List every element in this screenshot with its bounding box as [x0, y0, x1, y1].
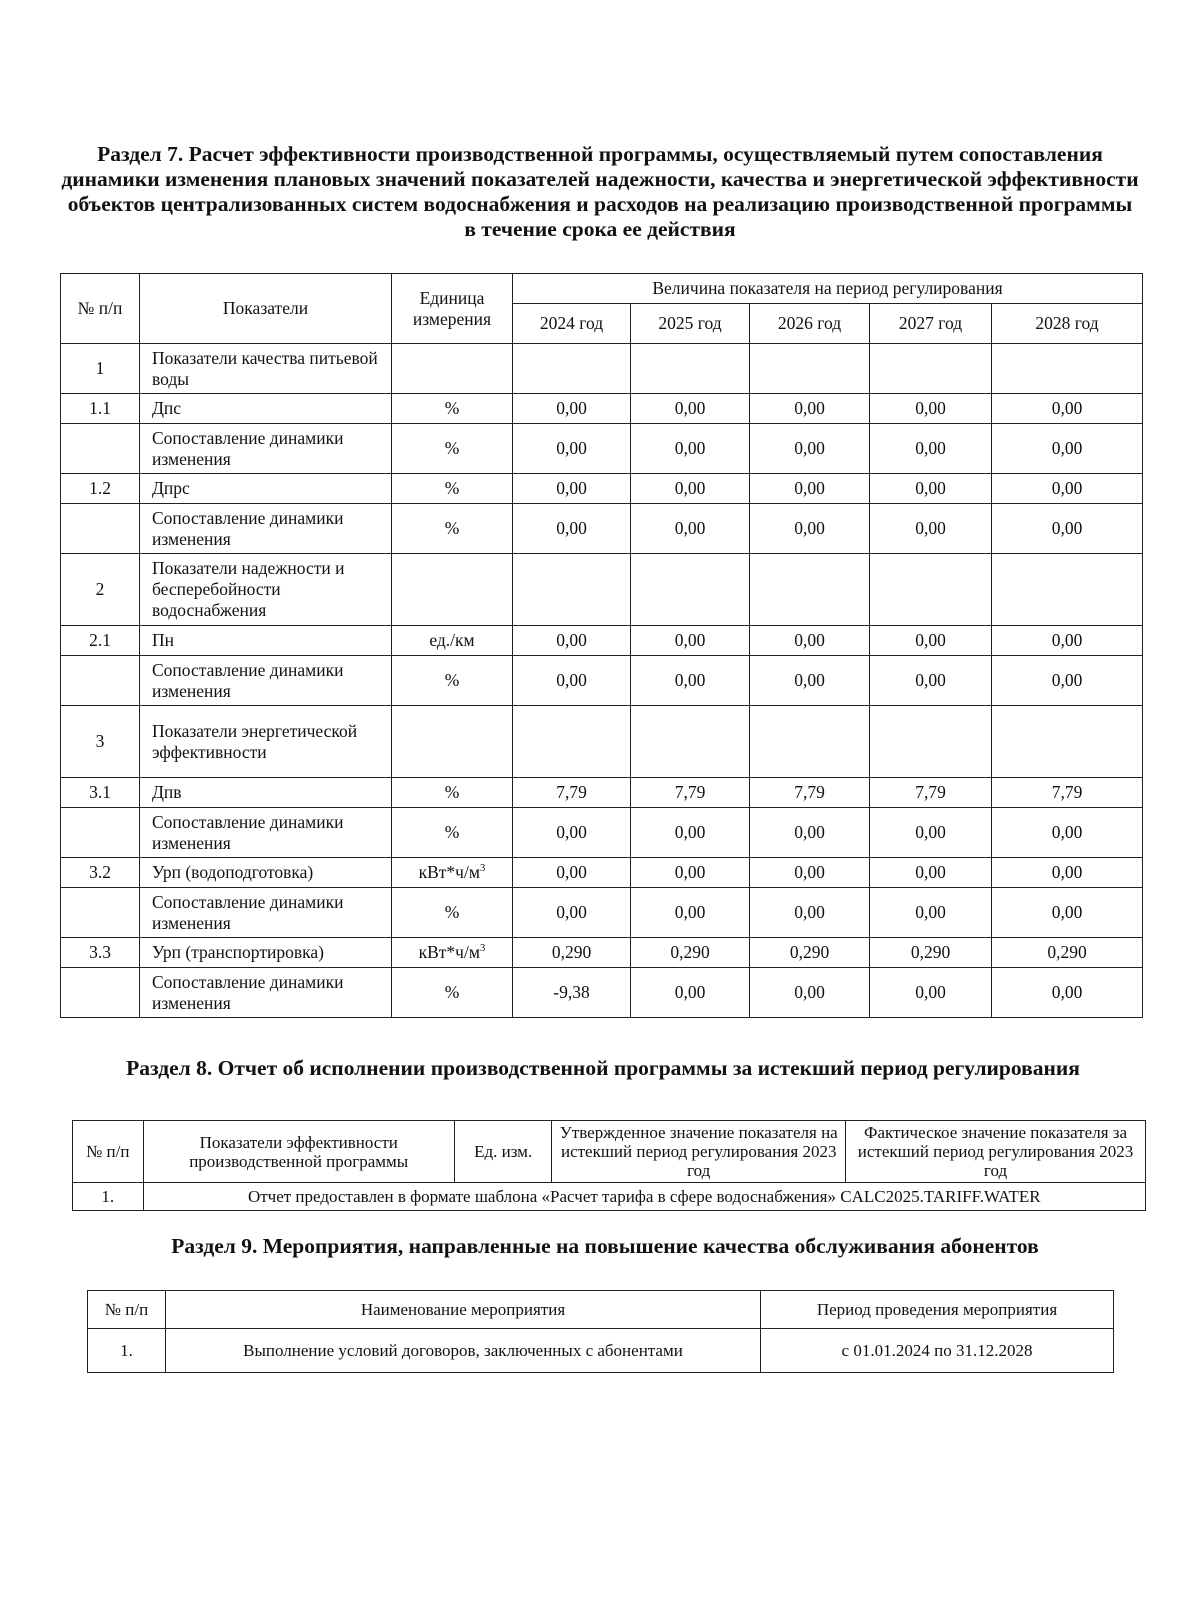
table-row [61, 474, 1143, 504]
value-cell: 0,00 [513, 858, 631, 888]
unit-text: % [444, 670, 460, 690]
header-year: 2024 год [513, 304, 631, 344]
activities-table [87, 1290, 1114, 1373]
row-num [61, 808, 140, 858]
row-num: 1. [88, 1329, 166, 1373]
value-cell: -9,38 [513, 968, 631, 1018]
value-cell: 0,00 [992, 858, 1143, 888]
unit-cell [392, 778, 513, 808]
header-unit: Единица измерения [392, 274, 513, 344]
value-cell: 0,00 [750, 424, 870, 474]
unit-superscript: 3 [479, 862, 486, 875]
value-cell [992, 554, 1143, 626]
section-7-title: Раздел 7. Расчет эффективности производственной программы, осуществляемый путем сопоставления динамики изменения плановых значений показателей надежности, качества и энергетической эффективности объектов централизованных систем водоснабжения и расходов на реализацию производственной программы в течение срока ее действия [61, 142, 1139, 241]
indicator-name: Сопоставление динамики изменения [140, 656, 392, 706]
row-num [61, 968, 140, 1018]
row-num: 1 [61, 344, 140, 394]
unit-cell [392, 938, 513, 968]
value-cell: 0,00 [631, 656, 750, 706]
value-cell [870, 706, 992, 778]
report-note: Отчет предоставлен в формате шаблона «Расчет тарифа в сфере водоснабжения» CALC2025.TARIFF.WATER [143, 1183, 1145, 1211]
value-cell: 0,00 [750, 504, 870, 554]
value-cell: 0,00 [513, 424, 631, 474]
table-row [61, 626, 1143, 656]
value-cell: 0,00 [631, 474, 750, 504]
indicator-name: Урп (водоподготовка) [140, 858, 392, 888]
header-name: Наименование мероприятия [166, 1291, 761, 1329]
indicator-name: Урп (транспортировка) [140, 938, 392, 968]
table-row [61, 968, 1143, 1018]
value-cell: 0,00 [870, 394, 992, 424]
unit-cell [392, 504, 513, 554]
value-cell [513, 554, 631, 626]
value-cell: 0,00 [870, 858, 992, 888]
value-cell: 0,00 [992, 474, 1143, 504]
unit-text: кВт*ч/м [418, 862, 480, 882]
header-period: Величина показателя на период регулирования [513, 274, 1143, 304]
value-cell: 0,00 [870, 656, 992, 706]
value-cell [992, 344, 1143, 394]
activity-name: Выполнение условий договоров, заключенных с абонентами [166, 1329, 761, 1373]
value-cell: 0,00 [631, 808, 750, 858]
header-year: 2026 год [750, 304, 870, 344]
value-cell [750, 706, 870, 778]
header-period: Период проведения мероприятия [761, 1291, 1114, 1329]
value-cell: 0,00 [750, 858, 870, 888]
section-9-title: Раздел 9. Мероприятия, направленные на повышение качества обслуживания абонентов [171, 1234, 1039, 1258]
value-cell: 0,00 [513, 504, 631, 554]
header-approved: Утвержденное значение показателя на истекший период регулирования 2023 год [552, 1121, 846, 1183]
value-cell: 0,00 [513, 474, 631, 504]
value-cell: 0,00 [992, 394, 1143, 424]
value-cell: 0,00 [992, 888, 1143, 938]
value-cell: 0,290 [750, 938, 870, 968]
table-row [61, 554, 1143, 626]
value-cell: 0,00 [631, 626, 750, 656]
value-cell: 0,290 [513, 938, 631, 968]
unit-cell [392, 424, 513, 474]
value-cell: 0,00 [870, 808, 992, 858]
value-cell: 0,00 [750, 656, 870, 706]
value-cell: 0,290 [992, 938, 1143, 968]
value-cell [631, 344, 750, 394]
unit-text: % [444, 438, 460, 458]
unit-superscript: 3 [479, 942, 486, 955]
row-num: 3.1 [61, 778, 140, 808]
table-row [61, 394, 1143, 424]
table-row [61, 424, 1143, 474]
header-num: № п/п [73, 1121, 144, 1183]
value-cell: 0,00 [631, 504, 750, 554]
indicator-name: Сопоставление динамики изменения [140, 968, 392, 1018]
indicator-name: Сопоставление динамики изменения [140, 888, 392, 938]
value-cell: 7,79 [513, 778, 631, 808]
unit-cell [392, 344, 513, 394]
activity-period: с 01.01.2024 по 31.12.2028 [761, 1329, 1114, 1373]
indicator-name: Сопоставление динамики изменения [140, 504, 392, 554]
value-cell: 0,00 [870, 504, 992, 554]
value-cell: 0,00 [631, 394, 750, 424]
row-num: 1.1 [61, 394, 140, 424]
row-num: 3 [61, 706, 140, 778]
value-cell: 0,00 [750, 626, 870, 656]
table-row [61, 504, 1143, 554]
value-cell: 0,00 [870, 626, 992, 656]
unit-text: % [444, 822, 460, 842]
value-cell: 0,290 [870, 938, 992, 968]
value-cell: 7,79 [992, 778, 1143, 808]
unit-cell [392, 656, 513, 706]
efficiency-table [60, 273, 1143, 1018]
table-row [61, 938, 1143, 968]
value-cell: 0,00 [870, 968, 992, 1018]
value-cell: 0,00 [513, 808, 631, 858]
value-cell: 0,00 [631, 858, 750, 888]
row-num: 1. [73, 1183, 144, 1211]
value-cell: 0,00 [631, 888, 750, 938]
unit-cell [392, 968, 513, 1018]
unit-text: кВт*ч/м [418, 942, 480, 962]
value-cell: 0,00 [750, 808, 870, 858]
indicator-name: Показатели надежности и бесперебойности водоснабжения [140, 554, 392, 626]
row-num: 2.1 [61, 626, 140, 656]
value-cell [513, 344, 631, 394]
indicator-name: Показатели энергетической эффективности [140, 706, 392, 778]
table-row [61, 778, 1143, 808]
value-cell: 0,290 [631, 938, 750, 968]
header-year: 2027 год [870, 304, 992, 344]
unit-cell [392, 626, 513, 656]
header-year: 2028 год [992, 304, 1143, 344]
row-num: 3.2 [61, 858, 140, 888]
value-cell: 7,79 [631, 778, 750, 808]
header-num: № п/п [88, 1291, 166, 1329]
value-cell: 0,00 [992, 626, 1143, 656]
value-cell [870, 554, 992, 626]
indicator-name: Дпв [140, 778, 392, 808]
value-cell: 0,00 [750, 394, 870, 424]
value-cell: 7,79 [750, 778, 870, 808]
value-cell: 0,00 [992, 504, 1143, 554]
value-cell: 0,00 [513, 656, 631, 706]
indicator-name: Сопоставление динамики изменения [140, 424, 392, 474]
value-cell [631, 706, 750, 778]
value-cell: 0,00 [513, 394, 631, 424]
section-8-title: Раздел 8. Отчет об исполнении производственной программы за истекший период регулирования [126, 1056, 1080, 1080]
unit-cell [392, 474, 513, 504]
row-num [61, 424, 140, 474]
table-row [61, 656, 1143, 706]
unit-cell [392, 888, 513, 938]
unit-text: % [444, 982, 460, 1002]
header-num: № п/п [61, 274, 140, 344]
unit-cell [392, 394, 513, 424]
value-cell: 0,00 [631, 968, 750, 1018]
table-row [61, 808, 1143, 858]
report-table [72, 1120, 1146, 1211]
unit-text: % [444, 398, 460, 418]
header-indicator: Показатели эффективности производственной программы [143, 1121, 454, 1183]
unit-text: % [444, 782, 460, 802]
value-cell [750, 344, 870, 394]
row-num: 1.2 [61, 474, 140, 504]
value-cell [513, 706, 631, 778]
value-cell: 0,00 [870, 888, 992, 938]
value-cell: 0,00 [870, 474, 992, 504]
header-year: 2025 год [631, 304, 750, 344]
value-cell [870, 344, 992, 394]
indicator-name: Пн [140, 626, 392, 656]
value-cell: 0,00 [750, 474, 870, 504]
value-cell: 7,79 [870, 778, 992, 808]
value-cell [992, 706, 1143, 778]
unit-cell [392, 858, 513, 888]
value-cell [631, 554, 750, 626]
value-cell [750, 554, 870, 626]
header-actual: Фактическое значение показателя за истекший период регулирования 2023 год [846, 1121, 1146, 1183]
value-cell: 0,00 [513, 626, 631, 656]
indicator-name: Сопоставление динамики изменения [140, 808, 392, 858]
row-num [61, 504, 140, 554]
indicator-name: Показатели качества питьевой воды [140, 344, 392, 394]
value-cell: 0,00 [631, 424, 750, 474]
table-row [61, 706, 1143, 778]
unit-text: ед./км [429, 630, 475, 650]
unit-text: % [444, 518, 460, 538]
indicator-name: Дпс [140, 394, 392, 424]
value-cell: 0,00 [750, 888, 870, 938]
row-num [61, 656, 140, 706]
header-indicator: Показатели [140, 274, 392, 344]
header-unit: Ед. изм. [454, 1121, 552, 1183]
value-cell: 0,00 [992, 424, 1143, 474]
row-num [61, 888, 140, 938]
unit-cell [392, 706, 513, 778]
unit-text: % [444, 902, 460, 922]
value-cell: 0,00 [992, 656, 1143, 706]
indicator-name: Дпрс [140, 474, 392, 504]
row-num: 2 [61, 554, 140, 626]
value-cell: 0,00 [992, 808, 1143, 858]
table-row [61, 888, 1143, 938]
table-row [61, 858, 1143, 888]
unit-cell [392, 808, 513, 858]
value-cell: 0,00 [992, 968, 1143, 1018]
value-cell: 0,00 [750, 968, 870, 1018]
unit-cell [392, 554, 513, 626]
value-cell: 0,00 [513, 888, 631, 938]
unit-text: % [444, 478, 460, 498]
value-cell: 0,00 [870, 424, 992, 474]
row-num: 3.3 [61, 938, 140, 968]
table-row [61, 344, 1143, 394]
